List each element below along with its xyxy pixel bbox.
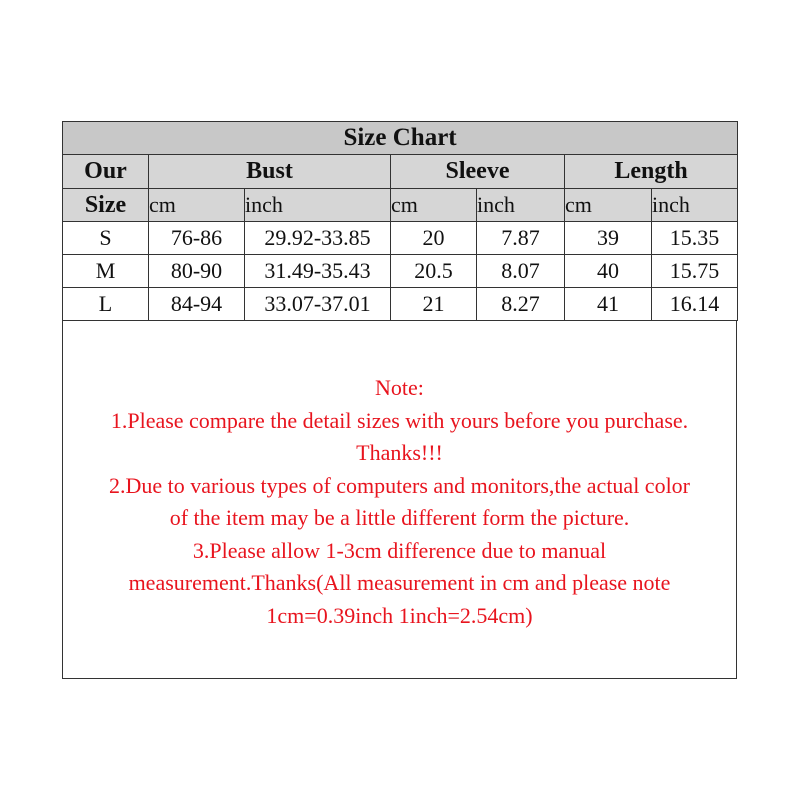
- bust-inch-cell: 31.49-35.43: [245, 255, 391, 288]
- note-line: 3.Please allow 1-3cm difference due to manual: [192, 537, 607, 563]
- unit-length-inch: inch: [652, 189, 738, 222]
- length-cm-cell: 41: [565, 288, 652, 321]
- table-row: [63, 255, 738, 288]
- bust-header: Bust: [149, 155, 391, 189]
- sleeve-header: Sleeve: [391, 155, 565, 189]
- our-size-header-top: Our: [63, 155, 149, 189]
- note-line: 1.Please compare the detail sizes with yours before you purchase.: [110, 407, 689, 433]
- unit-sleeve-cm: cm: [391, 189, 477, 222]
- table-row: [63, 222, 738, 255]
- bust-cm-cell: 80-90: [149, 255, 245, 288]
- sleeve-cm-cell: 20.5: [391, 255, 477, 288]
- size-cell: M: [63, 255, 149, 288]
- sleeve-inch-cell: 8.07: [477, 255, 565, 288]
- note-line: Thanks!!!: [356, 440, 443, 465]
- note-heading: Note:: [375, 375, 424, 400]
- unit-sleeve-inch: inch: [477, 189, 565, 222]
- unit-length-cm: cm: [565, 189, 652, 222]
- size-cell: L: [63, 288, 149, 321]
- length-cm-cell: 39: [565, 222, 652, 255]
- length-inch-cell: 15.35: [652, 222, 738, 255]
- our-size-header-bottom: Size: [63, 189, 149, 222]
- note-line: 1cm=0.39inch 1inch=2.54cm): [266, 602, 533, 628]
- bust-inch-cell: 29.92-33.85: [245, 222, 391, 255]
- table-title: Size Chart: [63, 122, 738, 155]
- sleeve-inch-cell: 7.87: [477, 222, 565, 255]
- table-row: [63, 288, 738, 321]
- length-inch-cell: 15.75: [652, 255, 738, 288]
- note-line: measurement.Thanks(All measurement in cm and please note: [128, 570, 671, 595]
- size-cell: S: [63, 222, 149, 255]
- note-line: of the item may be a little different form the picture.: [169, 505, 630, 530]
- size-chart-table: [62, 121, 738, 321]
- note-line: 2.Due to various types of computers and monitors,the actual color: [108, 472, 691, 498]
- bust-cm-cell: 76-86: [149, 222, 245, 255]
- bust-inch-cell: 33.07-37.01: [245, 288, 391, 321]
- unit-bust-inch: inch: [245, 189, 391, 222]
- note-text: [63, 372, 736, 632]
- sleeve-inch-cell: 8.27: [477, 288, 565, 321]
- length-cm-cell: 40: [565, 255, 652, 288]
- unit-bust-cm: cm: [149, 189, 245, 222]
- sleeve-cm-cell: 20: [391, 222, 477, 255]
- length-inch-cell: 16.14: [652, 288, 738, 321]
- sleeve-cm-cell: 21: [391, 288, 477, 321]
- length-header: Length: [565, 155, 738, 189]
- bust-cm-cell: 84-94: [149, 288, 245, 321]
